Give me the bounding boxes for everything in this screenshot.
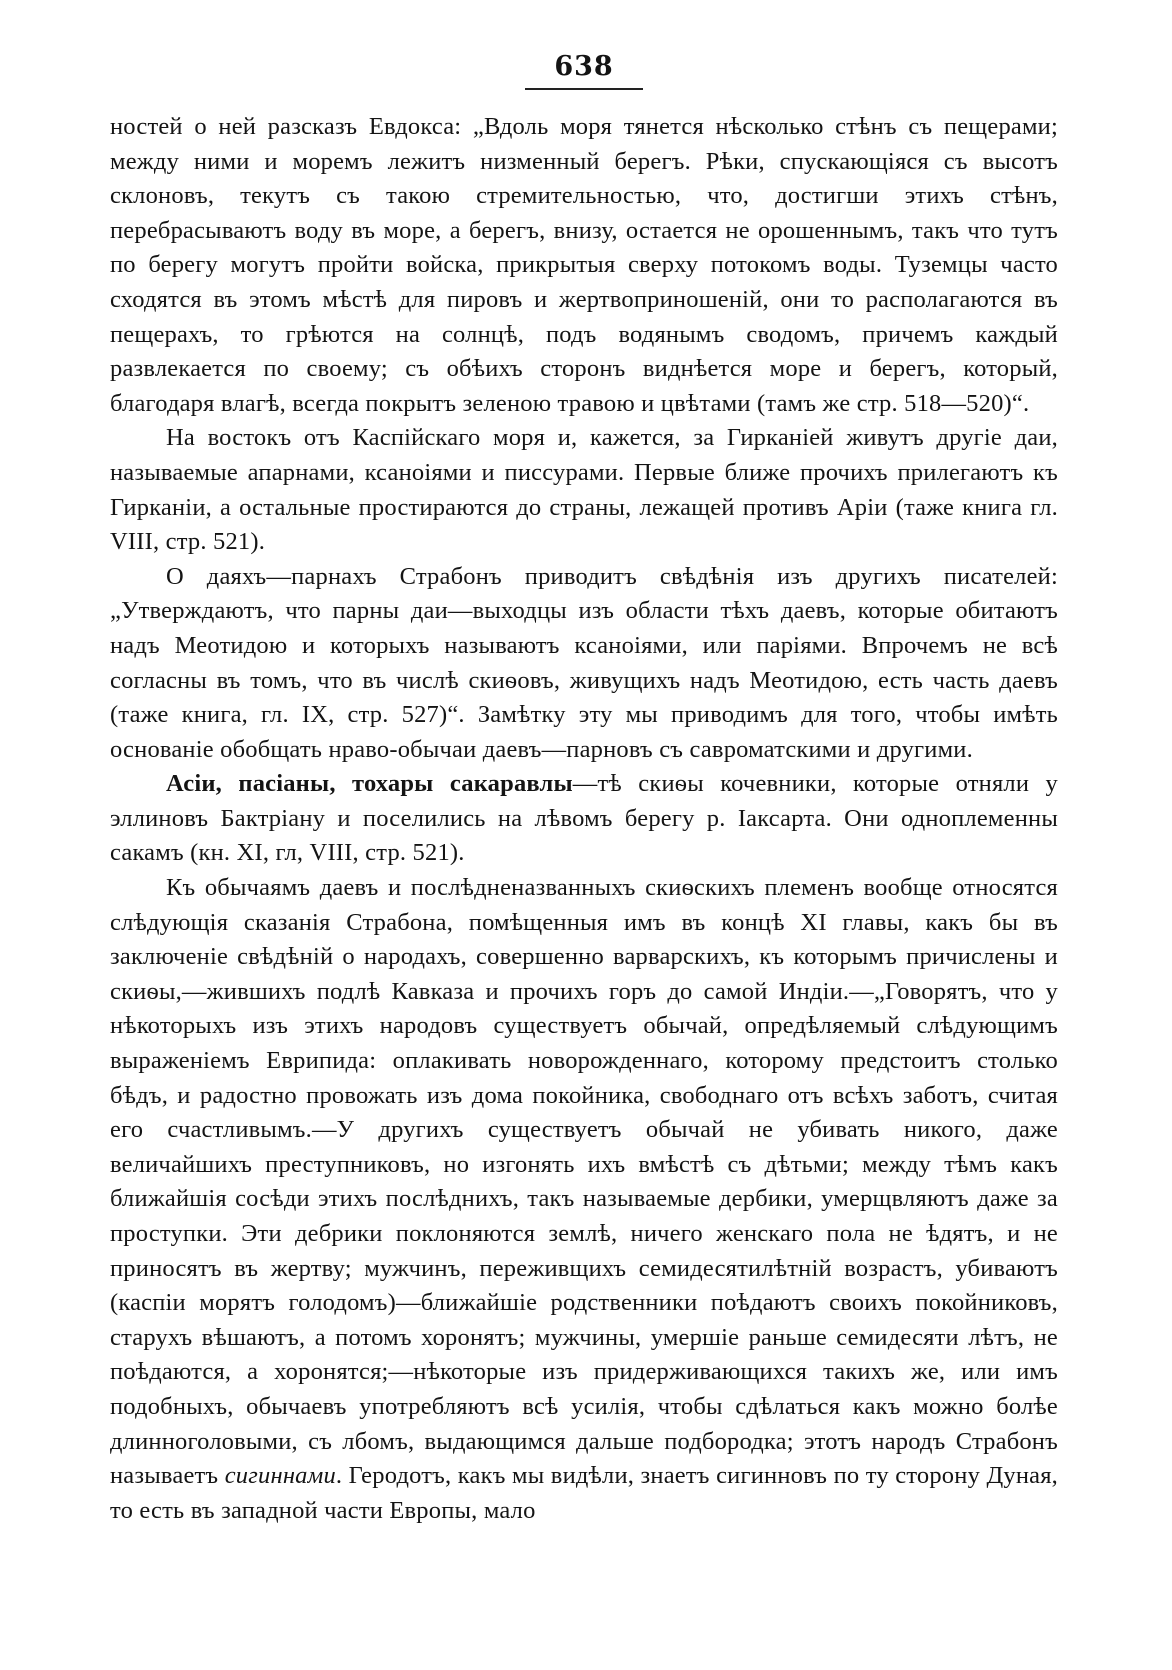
paragraph-text: . Геродотъ, какъ мы видѣли, знаетъ сигинновъ по ту сторону Дуная, то есть въ западной части Европы, мало bbox=[110, 1462, 1058, 1524]
body-text bbox=[110, 110, 1058, 1528]
header-rule bbox=[525, 88, 643, 90]
paragraph-text: На востокъ отъ Каспійскаго моря и, кажется, за Гирканіей живутъ другіе даи, называемые апарнами, ксаноіями и писсурами. Первые ближе прочихъ прилегаютъ къ Гирканіи, а остальные простираются до страны, лежащей противъ Аріи (таже книга гл. VIII, стр. 521). bbox=[110, 424, 1058, 556]
paragraph-text: —тѣ скиѳы кочевники, которые отняли у эллиновъ Бактріану и поселились на лѣвомъ берегу р. Іаксарта. Они одноплеменны сакамъ (кн. XI, гл, VIII, стр. 521). bbox=[110, 770, 1058, 867]
paragraph-5 bbox=[110, 871, 1058, 1528]
italic-term: сигиннами bbox=[224, 1462, 336, 1490]
paragraph-2 bbox=[110, 421, 1058, 559]
book-page bbox=[110, 48, 1058, 1638]
paragraph-text: ностей о ней разсказъ Евдокса: „Вдоль моря тянется нѣсколько стѣнъ съ пещерами; между ними и моремъ лежитъ низменный берегъ. Рѣки, спускающіяся съ высотъ склоновъ, текутъ съ такою стремительностью, что, достигши этихъ стѣнъ, перебрасываютъ воду въ море, а берегъ, внизу, остается не орошеннымъ, такъ что тутъ по берегу могутъ пройти войска, прикрытыя сверху потокомъ воды. Туземцы часто сходятся въ этомъ мѣстѣ для пировъ и жертвоприношеній, они то располагаются въ пещерахъ, то грѣются на солнцѣ, подъ водянымъ сводомъ, причемъ каждый развлекается по своему; съ обѣихъ сторонъ виднѣется море и берегъ, который, благодаря влагѣ, всегда покрытъ зеленою травою и цвѣтами (тамъ же стр. 518—520)“. bbox=[110, 113, 1058, 417]
paragraph-text: О даяхъ—парнахъ Страбонъ приводитъ свѣдѣнія изъ другихъ писателей: „Утверждаютъ, что парны даи—выходцы изъ области тѣхъ даевъ, которые обитаютъ надъ Меотидою и которыхъ называютъ ксаноіями, или паріями. Впрочемъ не всѣ согласны въ томъ, что въ числѣ скиѳовъ, живущихъ надъ Меотидою, есть часть даевъ (таже книга, гл. IX, стр. 527)“. Замѣтку эту мы приводимъ для того, чтобы имѣть основаніе обобщать нраво-обычаи даевъ—парновъ съ савроматскими и другими. bbox=[110, 562, 1058, 763]
bold-term: Асіи, пасіаны, тохары сакаравлы bbox=[166, 770, 573, 798]
paragraph-1 bbox=[110, 110, 1058, 421]
paragraph-4 bbox=[110, 767, 1058, 871]
paragraph-text: Къ обычаямъ даевъ и послѣдненазванныхъ скиѳскихъ племенъ вообще относятся слѣдующія сказанія Страбона, помѣщенныя имъ въ концѣ XI главы, какъ бы въ заключеніе свѣдѣній о народахъ, совершенно варварскихъ, къ которымъ причислены и скиѳы,—жившихъ подлѣ Кавказа и прочихъ горъ до самой Индіи.—„Говорятъ, что у нѣкоторыхъ изъ этихъ народовъ существуетъ обычай, опредѣляемый слѣдующимъ выраженіемъ Еврипида: оплакивать новорожденнаго, которому предстоитъ столько бѣдъ, и радостно провожать изъ дома покойника, свободнаго отъ всѣхъ заботъ, считая его счастливымъ.—У другихъ существуетъ обычай не убивать никого, даже величайшихъ преступниковъ, но изгонять ихъ вмѣстѣ съ дѣтьми; между тѣмъ какъ ближайшія сосѣди этихъ послѣднихъ, такъ называемые дербики, умерщвляютъ даже за проступки. Эти дебрики поклоняются землѣ, ничего женскаго пола не ѣдятъ, и не приносятъ въ жертву; мужчинъ, переживщихъ семидесятилѣтній возрастъ, убиваютъ (каспіи морятъ голодомъ)—ближайшіе родственники поѣдаютъ своихъ покойниковъ, старухъ вѣшаютъ, а потомъ хоронятъ; мужчины, умершіе раньше семидесяти лѣтъ, не поѣдаются, а хоронятся;—нѣкоторые изъ придерживающихся такихъ же, или имъ подобныхъ, обычаевъ употребляютъ всѣ усилія, чтобы сдѣлаться какъ можно болѣе длинноголовыми, съ лбомъ, выдающимся дальше подбородка; этотъ народъ Страбонъ называетъ bbox=[110, 874, 1058, 1490]
page-number: 638 bbox=[554, 51, 614, 82]
paragraph-3 bbox=[110, 560, 1058, 768]
